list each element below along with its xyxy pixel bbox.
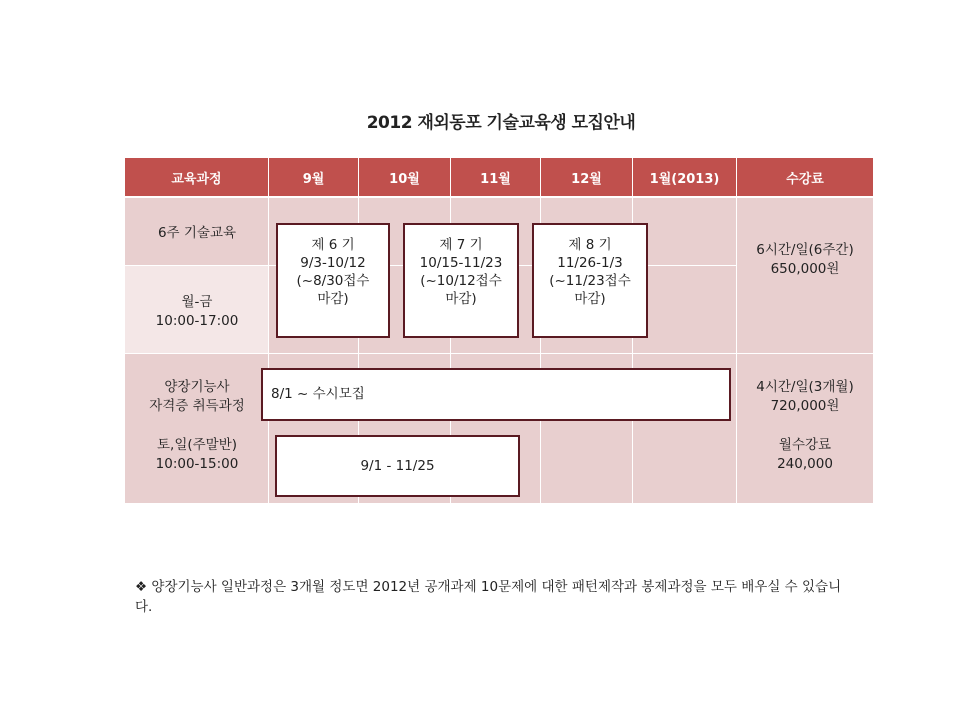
course1-fee [737, 241, 873, 279]
header-nov: 11월 [451, 158, 541, 196]
course1-fee-amount: 650,000원 [770, 261, 840, 277]
term-box-6 [276, 223, 390, 338]
term-name: 제 8 기 [568, 237, 612, 253]
course2-monthly-amount: 240,000 [777, 456, 833, 472]
footnote-text: 양장기능사 일반과정은 3개월 정도면 2012년 공개과제 10문제에 대한 패턴제작과 봉제과정을 모두 배우실 수 있습니다. [135, 579, 842, 615]
term-dates: 9/3-10/12 [300, 255, 366, 271]
term-name: 제 6 기 [311, 237, 355, 253]
header-sep: 9월 [269, 158, 359, 196]
course2-schedule [125, 436, 269, 474]
footnote [135, 577, 855, 617]
term-name: 제 7 기 [439, 237, 483, 253]
header-course: 교육과정 [125, 158, 269, 196]
page-title: 2012 재외동포 기술교육생 모집안내 [366, 113, 636, 133]
term-dates: 10/15-11/23 [419, 255, 503, 271]
course1-schedule [125, 293, 269, 331]
course1-time: 10:00-17:00 [155, 313, 239, 329]
weekend-period-box [275, 435, 520, 497]
rolling-admission-text: 8/1 ~ 수시모집 [271, 386, 365, 402]
course2-monthly-label: 월수강료 [778, 437, 832, 453]
term-deadline: (~11/23접수 [549, 273, 631, 289]
header-dec: 12월 [541, 158, 633, 196]
rolling-admission-box [261, 368, 731, 421]
term-deadline: 마감) [574, 291, 606, 307]
term-deadline: 마감) [445, 291, 477, 307]
course2-fee-amount: 720,000원 [770, 398, 840, 414]
cell [633, 266, 737, 354]
header-oct: 10월 [359, 158, 451, 196]
course2-fee-hours: 4시간/일(3개월) [756, 379, 854, 395]
term-deadline: (~8/30접수 [296, 273, 370, 289]
term-box-7 [403, 223, 519, 338]
course2-days: 토,일(주말반) [156, 437, 238, 453]
course2-name [125, 378, 269, 416]
course2-fee [737, 378, 873, 416]
course2-monthly-fee [737, 436, 873, 474]
course2-time: 10:00-15:00 [155, 456, 239, 472]
course1-name: 6주 기술교육 [157, 225, 237, 241]
cell [125, 354, 269, 504]
term-deadline: 마감) [317, 291, 349, 307]
header-fee: 수강료 [737, 158, 873, 196]
term-dates: 11/26-1/3 [557, 255, 623, 271]
cell [737, 354, 873, 504]
term-deadline: (~10/12접수 [420, 273, 502, 289]
course2-name-line1: 양장기능사 [164, 379, 230, 395]
schedule-table [125, 158, 873, 504]
header-jan: 1월(2013) [633, 158, 737, 196]
course2-name-line2: 자격증 취득과정 [149, 398, 245, 414]
diamond-bullet-icon: ❖ [135, 579, 148, 595]
cell [633, 198, 737, 266]
weekend-period-text: 9/1 - 11/25 [360, 458, 435, 474]
course1-days: 월-금 [181, 294, 213, 310]
course1-fee-hours: 6시간/일(6주간) [756, 242, 854, 258]
term-box-8 [532, 223, 648, 338]
